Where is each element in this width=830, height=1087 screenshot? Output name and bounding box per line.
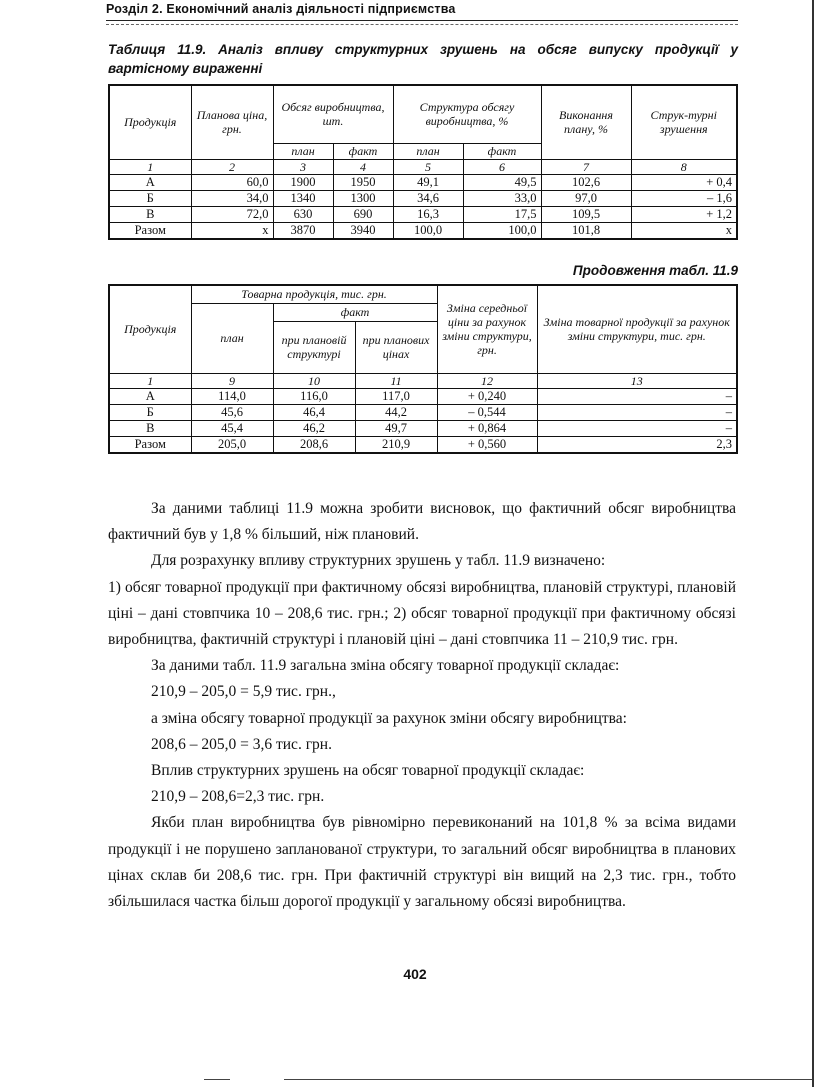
cell-shift: + 1,2 bbox=[631, 206, 737, 222]
cell-product: А bbox=[109, 388, 191, 404]
header-commodity-output: Товарна продукція, тис. грн. bbox=[191, 285, 437, 303]
cell-structure-fact: 49,5 bbox=[463, 174, 541, 190]
header-structure: Структура обсягу виробництва, % bbox=[393, 85, 541, 143]
paragraph: Якби план виробництва був рівномірно перевиконаний на 101,8 % за всіма видами продукції і не порушено запланованої структури, то загальний обсяг виробництва в планових цінах склав би 208,6 тис. грн. При фактичній структурі він вищий на 2,3 тис. грн., тобто збільшилася частка більш дорогої продукції у загальному обсязі виробництва. bbox=[108, 814, 736, 911]
col-number: 7 bbox=[541, 159, 631, 174]
cell-fulfilment: 101,8 bbox=[541, 222, 631, 239]
equation: 210,9 – 208,6=2,3 тис. грн. bbox=[151, 788, 325, 806]
cell-avg-price-change: + 0,240 bbox=[437, 388, 537, 404]
paragraph: Вплив структурних зрушень на обсяг товарної продукції складає: bbox=[151, 762, 585, 780]
cell-fulfilment: 109,5 bbox=[541, 206, 631, 222]
cell-output-change: – bbox=[537, 404, 737, 420]
cell-product: Б bbox=[109, 190, 191, 206]
table-caption: Таблиця 11.9. Аналіз впливу структурних зрушень на обсяг випуску продукції у вартісному вираженні bbox=[108, 42, 738, 76]
cell-structure-plan: 34,6 bbox=[393, 190, 463, 206]
cell-volume-fact: 1950 bbox=[333, 174, 393, 190]
cell-avg-price-change: + 0,560 bbox=[437, 436, 537, 453]
cell-plan-price: 72,0 bbox=[191, 206, 273, 222]
header-fulfilment: Виконання плану, % bbox=[541, 85, 631, 159]
page-number: 402 bbox=[403, 966, 427, 982]
col-number: 1 bbox=[109, 159, 191, 174]
cell-fact-plan-structure: 46,4 bbox=[273, 404, 355, 420]
cell-product: В bbox=[109, 206, 191, 222]
table-row bbox=[109, 420, 737, 436]
cell-structure-plan: 100,0 bbox=[393, 222, 463, 239]
header-commodity-fact: факт bbox=[273, 303, 437, 321]
cell-plan: 45,4 bbox=[191, 420, 273, 436]
cell-product: Б bbox=[109, 404, 191, 420]
running-header: Розділ 2. Економічний аналіз діяльності підприємства bbox=[106, 2, 456, 16]
header-product: Продукція bbox=[109, 85, 191, 159]
header-plan-structure: при плановій структурі bbox=[273, 321, 355, 373]
cell-plan: 45,6 bbox=[191, 404, 273, 420]
header-rule-dashed bbox=[106, 24, 738, 25]
cell-plan-price: х bbox=[191, 222, 273, 239]
header-commodity-plan: план bbox=[191, 303, 273, 373]
cell-product: Разом bbox=[109, 222, 191, 239]
col-number: 2 bbox=[191, 159, 273, 174]
cell-structure-fact: 33,0 bbox=[463, 190, 541, 206]
table-row bbox=[109, 388, 737, 404]
structure-table bbox=[108, 84, 738, 240]
cell-product: А bbox=[109, 174, 191, 190]
cell-plan: 114,0 bbox=[191, 388, 273, 404]
table-row bbox=[109, 174, 737, 190]
header-structural-shift: Струк-турні зрушення bbox=[631, 85, 737, 159]
col-number: 4 bbox=[333, 159, 393, 174]
commodity-output-table bbox=[108, 284, 738, 454]
header-volume: Обсяг виробництва, шт. bbox=[273, 85, 393, 143]
cell-volume-plan: 1340 bbox=[273, 190, 333, 206]
col-number: 11 bbox=[355, 373, 437, 388]
cell-fact-plan-prices: 49,7 bbox=[355, 420, 437, 436]
cell-output-change: – bbox=[537, 420, 737, 436]
header-volume-fact: факт bbox=[333, 143, 393, 159]
cell-avg-price-change: + 0,864 bbox=[437, 420, 537, 436]
header-structure-plan: план bbox=[393, 143, 463, 159]
cell-fact-plan-structure: 208,6 bbox=[273, 436, 355, 453]
cell-volume-plan: 3870 bbox=[273, 222, 333, 239]
table-row bbox=[109, 190, 737, 206]
paragraph: За даними табл. 11.9 загальна зміна обсягу товарної продукції складає: bbox=[151, 657, 620, 675]
paragraph: 1) обсяг товарної продукції при фактичному обсязі виробництва, плановій структурі, плановій ціні – дані стовпчика 10 – 208,6 тис. грн.; 2) обсяг товарної продукції при фактичному обсязі виробництва, фактичній структурі і плановій ціні – дані стовпчика 11 – 210,9 тис. грн. bbox=[108, 578, 736, 649]
equation: 210,9 – 205,0 = 5,9 тис. грн., bbox=[151, 683, 336, 701]
col-number: 13 bbox=[537, 373, 737, 388]
table-continuation-caption: Продовження табл. 11.9 bbox=[572, 263, 738, 278]
cell-output-change: 2,3 bbox=[537, 436, 737, 453]
cell-plan-price: 60,0 bbox=[191, 174, 273, 190]
col-number: 8 bbox=[631, 159, 737, 174]
footer-rule bbox=[284, 1079, 812, 1080]
col-number: 10 bbox=[273, 373, 355, 388]
cell-fulfilment: 97,0 bbox=[541, 190, 631, 206]
equation: 208,6 – 205,0 = 3,6 тис. грн. bbox=[151, 735, 332, 753]
cell-shift: + 0,4 bbox=[631, 174, 737, 190]
cell-product: Разом bbox=[109, 436, 191, 453]
paragraph: а зміна обсягу товарної продукції за рахунок зміни обсягу виробництва: bbox=[151, 709, 627, 727]
header-avg-price-change: Зміна середньої ціни за рахунок зміни структури, грн. bbox=[437, 285, 537, 373]
cell-volume-fact: 690 bbox=[333, 206, 393, 222]
header-plan-prices: при планових цінах bbox=[355, 321, 437, 373]
paragraph: Для розрахунку впливу структурних зрушень у табл. 11.9 визначено: bbox=[151, 552, 606, 570]
col-number: 3 bbox=[273, 159, 333, 174]
cell-plan: 205,0 bbox=[191, 436, 273, 453]
col-number: 12 bbox=[437, 373, 537, 388]
cell-fact-plan-prices: 210,9 bbox=[355, 436, 437, 453]
cell-fulfilment: 102,6 bbox=[541, 174, 631, 190]
table-row bbox=[109, 404, 737, 420]
cell-fact-plan-structure: 116,0 bbox=[273, 388, 355, 404]
col-number: 5 bbox=[393, 159, 463, 174]
col-number: 1 bbox=[109, 373, 191, 388]
cell-volume-fact: 3940 bbox=[333, 222, 393, 239]
header-structure-fact: факт bbox=[463, 143, 541, 159]
header-plan-price: Планова ціна, грн. bbox=[191, 85, 273, 159]
cell-structure-plan: 16,3 bbox=[393, 206, 463, 222]
cell-structure-plan: 49,1 bbox=[393, 174, 463, 190]
cell-structure-fact: 17,5 bbox=[463, 206, 541, 222]
cell-volume-plan: 630 bbox=[273, 206, 333, 222]
cell-shift: – 1,6 bbox=[631, 190, 737, 206]
cell-structure-fact: 100,0 bbox=[463, 222, 541, 239]
col-number: 6 bbox=[463, 159, 541, 174]
page-edge-line bbox=[812, 0, 814, 1087]
cell-product: В bbox=[109, 420, 191, 436]
cell-shift: х bbox=[631, 222, 737, 239]
header-product: Продукція bbox=[109, 285, 191, 373]
header-volume-plan: план bbox=[273, 143, 333, 159]
paragraph: За даними таблиці 11.9 можна зробити висновок, що фактичний обсяг виробництва фактичний був у 1,8 % більший, ніж плановий. bbox=[108, 500, 736, 544]
table-row-total bbox=[109, 222, 737, 239]
cell-fact-plan-prices: 117,0 bbox=[355, 388, 437, 404]
cell-avg-price-change: – 0,544 bbox=[437, 404, 537, 420]
col-number: 9 bbox=[191, 373, 273, 388]
body-text bbox=[108, 496, 736, 915]
header-rule bbox=[106, 20, 738, 21]
cell-plan-price: 34,0 bbox=[191, 190, 273, 206]
cell-volume-fact: 1300 bbox=[333, 190, 393, 206]
cell-fact-plan-structure: 46,2 bbox=[273, 420, 355, 436]
cell-output-change: – bbox=[537, 388, 737, 404]
header-output-change: Зміна товарної продукції за рахунок зміни структури, тис. грн. bbox=[537, 285, 737, 373]
cell-volume-plan: 1900 bbox=[273, 174, 333, 190]
cell-fact-plan-prices: 44,2 bbox=[355, 404, 437, 420]
table-row-total bbox=[109, 436, 737, 453]
table-row bbox=[109, 206, 737, 222]
footer-rule-short bbox=[204, 1079, 230, 1080]
